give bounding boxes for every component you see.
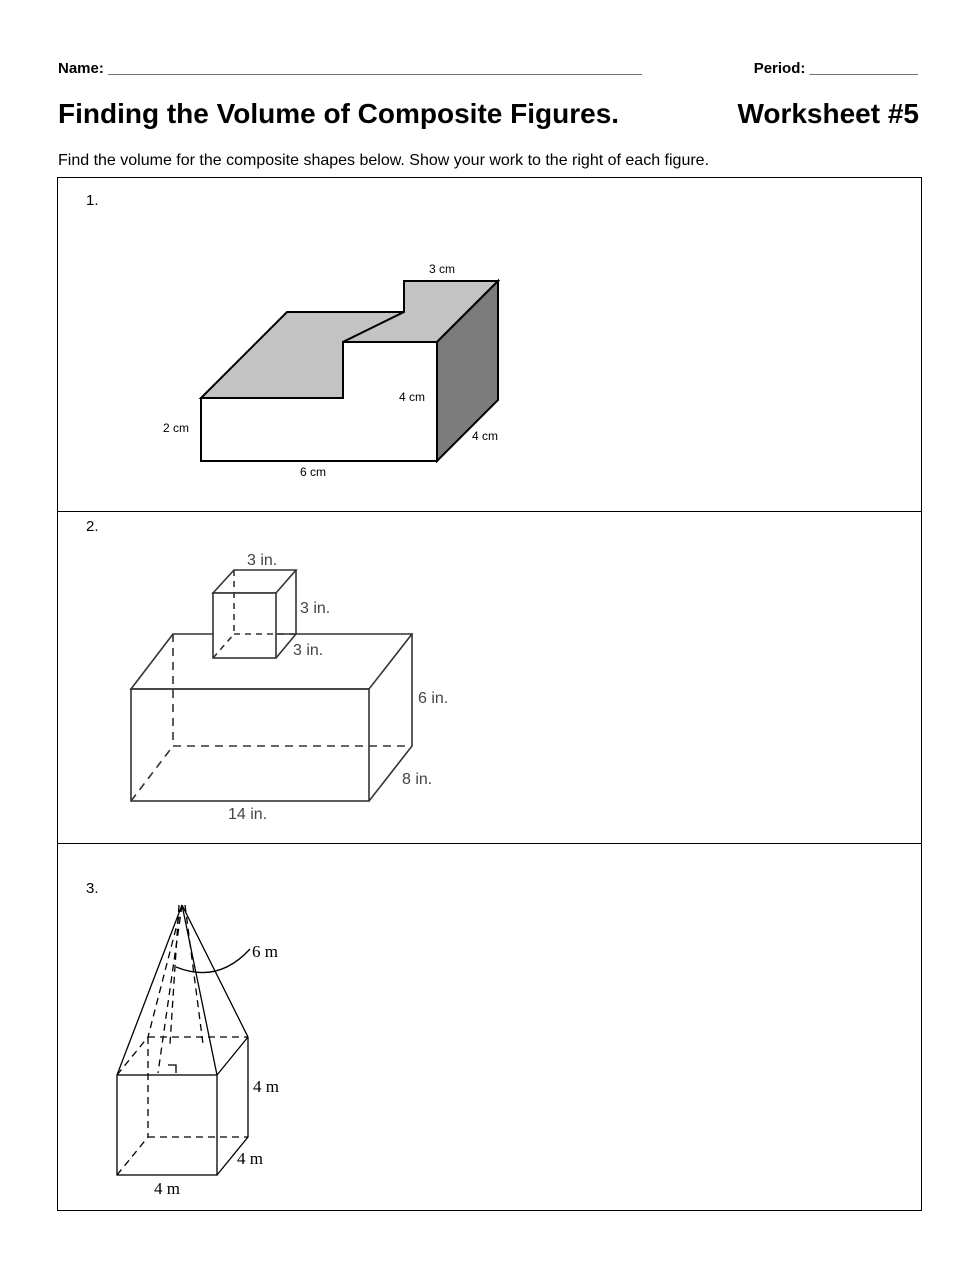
label-cube-width: 4 m (154, 1179, 180, 1198)
label-cube-top: 3 in. (247, 552, 278, 569)
label-slant: 6 m (252, 942, 278, 961)
problem-1 (58, 178, 921, 512)
instructions: Find the volume for the composite shapes below. Show your work to the right of each figure. (58, 152, 710, 169)
label-step-height: 4 cm (399, 390, 426, 404)
label-cube-side: 3 in. (300, 600, 331, 617)
page-title: Finding the Volume of Composite Figures. (58, 98, 620, 129)
label-left-height: 2 cm (163, 421, 190, 435)
label-prism-depth: 8 in. (402, 771, 433, 788)
figure-1-l-shaped-prism (58, 178, 923, 512)
problem-3 (58, 844, 921, 1210)
label-depth: 4 cm (472, 429, 499, 443)
period-field[interactable]: Period: _____________ (753, 60, 918, 77)
problems-table (57, 177, 922, 1211)
label-cube-height: 4 m (253, 1077, 279, 1096)
problem-number: 2. (86, 518, 99, 535)
figure-2-prism-with-cube (58, 512, 923, 844)
label-cube-depth: 4 m (237, 1149, 263, 1168)
header-line (58, 60, 920, 82)
worksheet-number: Worksheet #5 (737, 98, 919, 129)
name-field[interactable]: Name: ________________________________________________________________ (58, 60, 642, 77)
label-bottom: 6 cm (300, 465, 327, 479)
label-prism-length: 14 in. (228, 806, 268, 823)
label-cube-depth: 3 in. (293, 642, 324, 659)
problem-number: 3. (86, 880, 99, 897)
label-top: 3 cm (429, 262, 456, 276)
problem-2 (58, 512, 921, 844)
figure-3-pyramid-on-cube (58, 844, 923, 1210)
problem-number: 1. (86, 192, 99, 209)
label-prism-height: 6 in. (418, 690, 449, 707)
